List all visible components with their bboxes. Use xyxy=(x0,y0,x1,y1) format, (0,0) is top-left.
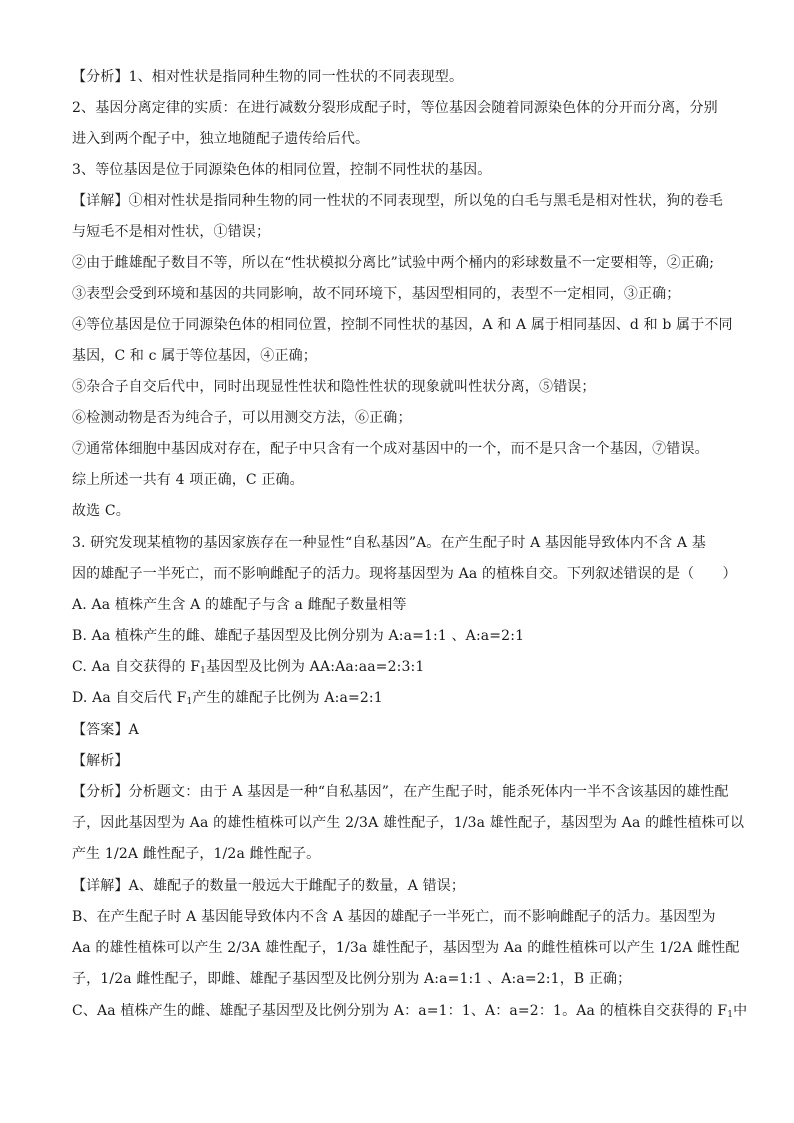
option-d-subscript: 1 xyxy=(186,697,193,707)
q3-detail-line-4: 子，1/2a 雌性配子，即雌、雄配子基因型及比例分别为 A:a=1:1 、A:a=2:1，B 正确； xyxy=(72,971,632,987)
option-c-text: C. Aa 自交获得的 F xyxy=(72,659,201,675)
option-d-text: D. Aa 自交后代 F xyxy=(72,690,187,706)
option-c-subscript: 1 xyxy=(200,666,207,676)
option-d-rest: 产生的雄配子比例为 A:a=2:1 xyxy=(192,690,383,706)
summary-line: 综上所述一共有 4 项正确，C 正确。 xyxy=(72,472,304,488)
q3-detail-line-3: Aa 的雄性植株可以产生 2/3A 雄性配子，1/3a 雄性配子，基因型为 Aa 的雌性植株可以产生 1/2A 雌性配 xyxy=(72,940,740,956)
option-d xyxy=(72,688,732,708)
q3-detail-line-2: B、在产生配子时 A 基因能导致体内不含 A 基因的雄配子一半死亡，而不影响雌配子的活力。基因型为 xyxy=(72,909,716,925)
q3-detail-line-5-rest: 中 xyxy=(733,1003,748,1019)
q3-detail-line-5-subscript: 1 xyxy=(727,1010,734,1020)
detail-line-3: ②由于雌雄配子数目不等，所以在“性状模拟分离比”试验中两个桶内的彩球数量不一定要相等，②正确; xyxy=(72,255,715,271)
detail-line-9: ⑦通常体细胞中基因成对存在，配子中只含有一个成对基因中的一个，而不是只含一个基因，⑦错误。 xyxy=(72,441,709,457)
option-c-rest: 基因型及比例为 AA:Aa:aa=2:3:1 xyxy=(206,659,425,675)
option-a: A. Aa 植株产生含 A 的雄配子与含 a 雌配子数量相等 xyxy=(72,597,407,613)
option-b: B. Aa 植株产生的雌、雄配子基因型及比例分别为 A:a=1:1 、A:a=2:1 xyxy=(72,628,525,644)
detail-line-4: ③表型会受到环境和基因的共同影响，故不同环境下，基因型相同的，表型不一定相同，③正确； xyxy=(72,286,681,302)
detail-line-5: ④等位基因是位于同源染色体的相同位置，控制不同性状的基因，A 和 A 属于相同基因、d 和 b 属于不同 xyxy=(72,317,733,333)
detail-line-7: ⑤杂合子自交后代中，同时出现显性性状和隐性性状的现象就叫性状分离，⑤错误； xyxy=(72,379,596,395)
detail-line-1: 【详解】①相对性状是指同种生物的同一性状的不同表现型，所以兔的白毛与黑毛是相对性状，狗的卷毛 xyxy=(72,193,723,209)
q3-analysis-line-2: 子，因此基因型为 Aa 的雄性植株可以产生 2/3A 雄性配子，1/3a 雄性配子，基因型为 Aa 的雌性植株可以 xyxy=(72,815,745,831)
question-3-line-1: 3. 研究发现某植物的基因家族存在一种显性“自私基因”A。在产生配子时 A 基因能导致体内不含 A 基 xyxy=(72,535,706,551)
analysis-line-2: 2、基因分离定律的实质：在进行减数分裂形成配子时，等位基因会随着同源染色体的分开而分离，分别 xyxy=(72,100,718,116)
question-3-line-2: 因的雄配子一半死亡，而不影响雌配子的活力。现将基因型为 Aa 的植株自交。下列叙述错误的是（ ） xyxy=(72,566,737,582)
q3-detail-line-5-text: C、Aa 植株产生的雌、雄配子基因型及比例分别为 A：a=1：1、A：a=2：1。Aa 的植株自交获得的 F xyxy=(72,1003,728,1019)
answer-choice-line: 故选 C。 xyxy=(72,503,130,519)
detail-line-2: 与短毛不是相对性状，①错误； xyxy=(72,224,271,240)
q3-detail-line-5 xyxy=(72,1001,748,1021)
detail-line-6: 基因，C 和 c 属于等位基因，④正确； xyxy=(72,348,317,364)
q3-detail-line-1: 【详解】A、雄配子的数量一般远大于雌配子的数量，A 错误； xyxy=(72,878,466,894)
option-c xyxy=(72,657,732,677)
detail-line-8: ⑥检测动物是否为纯合子，可以用测交方法，⑥正确； xyxy=(72,410,412,426)
analysis-line-4: 3、等位基因是位于同源染色体的相同位置，控制不同性状的基因。 xyxy=(72,162,492,178)
q3-analysis-line-1: 【分析】分析题文：由于 A 基因是一种“自私基因”，在产生配子时，能杀死体内一半不含该基因的雄性配 xyxy=(72,784,729,800)
answer-label: 【答案】A xyxy=(72,722,139,738)
analysis-line-1: 【分析】1、相对性状是指同种生物的同一性状的不同表现型。 xyxy=(72,69,464,85)
analysis-line-3: 进入到两个配子中，独立地随配子遗传给后代。 xyxy=(72,131,370,147)
q3-analysis-line-3: 产生 1/2A 雌性配子，1/2a 雌性配子。 xyxy=(72,846,321,862)
explanation-label: 【解析】 xyxy=(72,753,129,769)
